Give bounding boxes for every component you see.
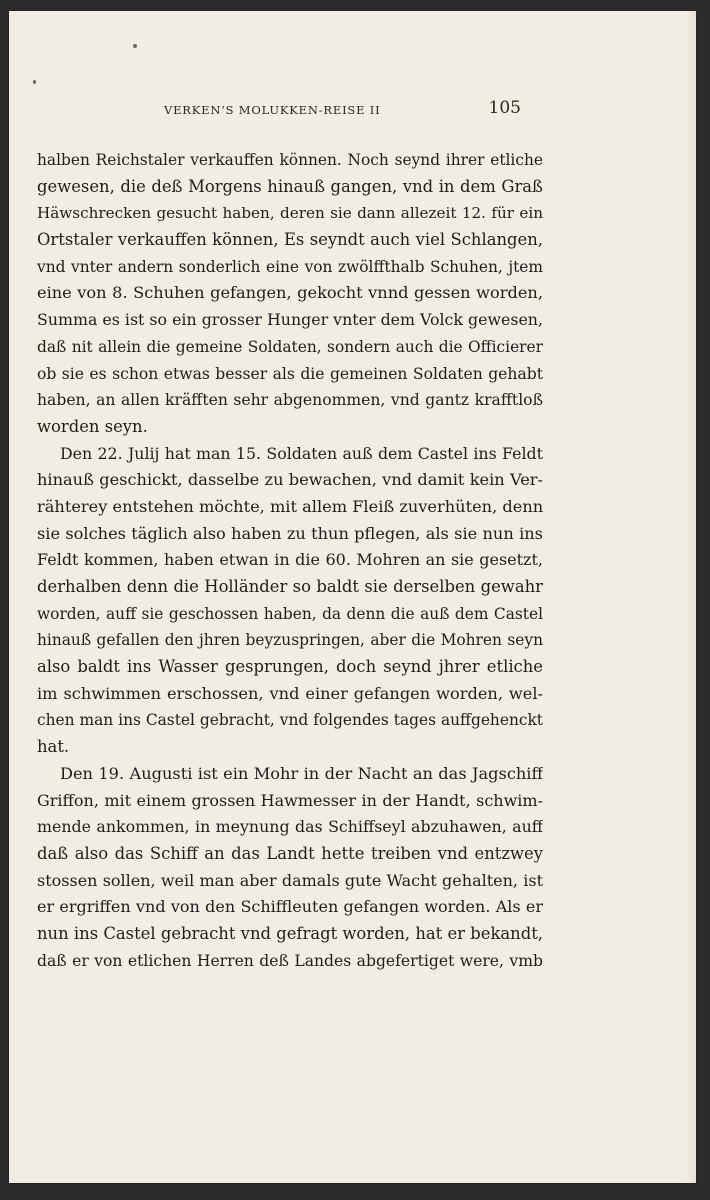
text-line: mende ankommen, in meynung das Schiffseyl abzuhawen, auff: [37, 817, 543, 837]
text-line: also baldt ins Wasser gesprungen, doch seynd jhrer etliche: [37, 657, 543, 677]
page-number: 105: [488, 98, 521, 118]
paragraph: [37, 441, 543, 761]
text-line: hat.: [37, 737, 70, 757]
ink-speck: [33, 80, 36, 84]
text-line: Griffon, mit einem grossen Hawmesser in der Handt, schwim-: [37, 790, 543, 810]
text-line: hinauß gefallen den jhren beyzuspringen, aber die Mohren seyn: [37, 631, 543, 650]
text-line: rähterey entstehen möchte, mit allem Fleiß zuverhüten, denn: [37, 496, 543, 516]
text-line: chen man ins Castel gebracht, vnd folgendes tages auffgehenckt: [37, 711, 543, 730]
body-text: [37, 147, 543, 974]
text-line: Summa es ist so ein grosser Hunger vnter dem Volck gewesen,: [37, 310, 543, 330]
text-line: derhalben denn die Holländer so baldt sie derselben gewahr: [37, 577, 543, 596]
text-line: stossen sollen, weil man aber damals gute Wacht gehalten, ist: [37, 870, 543, 890]
text-line: daß also das Schiff an das Landt hette treiben vnd entzwey: [37, 843, 543, 863]
paragraph: [37, 761, 543, 975]
text-line: er ergriffen vnd von den Schiffleuten gefangen worden. Als er: [37, 897, 543, 917]
text-line: hinauß geschickt, dasselbe zu bewachen, vnd damit kein Ver-: [37, 470, 543, 490]
text-line: im schwimmen erschossen, vnd einer gefangen worden, wel-: [37, 683, 543, 703]
ink-speck: [133, 44, 137, 48]
text-line: halben Reichstaler verkauffen können. Noch seynd ihrer etliche: [37, 151, 543, 169]
text-line: nun ins Castel gebracht vnd gefragt worden, hat er bekandt,: [37, 923, 543, 943]
text-line: worden seyn.: [37, 416, 148, 436]
text-line: gewesen, die deß Morgens hinauß gangen, vnd in dem Graß: [37, 176, 543, 196]
text-line: daß nit allein die gemeine Soldaten, sondern auch die Officierer: [37, 337, 543, 356]
text-line: Den 19. Augusti ist ein Mohr in der Nacht an das Jagschiff: [60, 763, 543, 783]
text-line: eine von 8. Schuhen gefangen, gekocht vnnd gessen worden,: [37, 283, 543, 303]
text-line: vnd vnter andern sonderlich eine von zwölffthalb Schuhen, jtem: [37, 257, 543, 276]
text-line: ob sie es schon etwas besser als die gemeinen Soldaten gehabt: [37, 364, 543, 383]
text-line: Den 22. Julij hat man 15. Soldaten auß dem Castel ins Feldt: [60, 443, 543, 463]
text-line: Häwschrecken gesucht haben, deren sie dann allezeit 12. für ein: [37, 204, 543, 223]
running-title: VERKEN’S MOLUKKEN-REISE II: [164, 103, 381, 117]
text-line: Ortstaler verkauffen können, Es seyndt auch viel Schlangen,: [37, 230, 543, 250]
text-line: daß er von etlichen Herren deß Landes abgefertiget were, vmb: [37, 951, 543, 970]
text-line: sie solches täglich also haben zu thun pflegen, als sie nun ins: [37, 523, 543, 543]
paragraph: [37, 147, 543, 441]
text-line: worden, auff sie geschossen haben, da denn die auß dem Castel: [37, 604, 543, 623]
page-header: [37, 98, 531, 120]
text-line: Feldt kommen, haben etwan in die 60. Mohren an sie gesetzt,: [37, 550, 543, 570]
text-line: haben, an allen kräfften sehr abgenommen, vnd gantz krafftloß: [37, 391, 543, 410]
